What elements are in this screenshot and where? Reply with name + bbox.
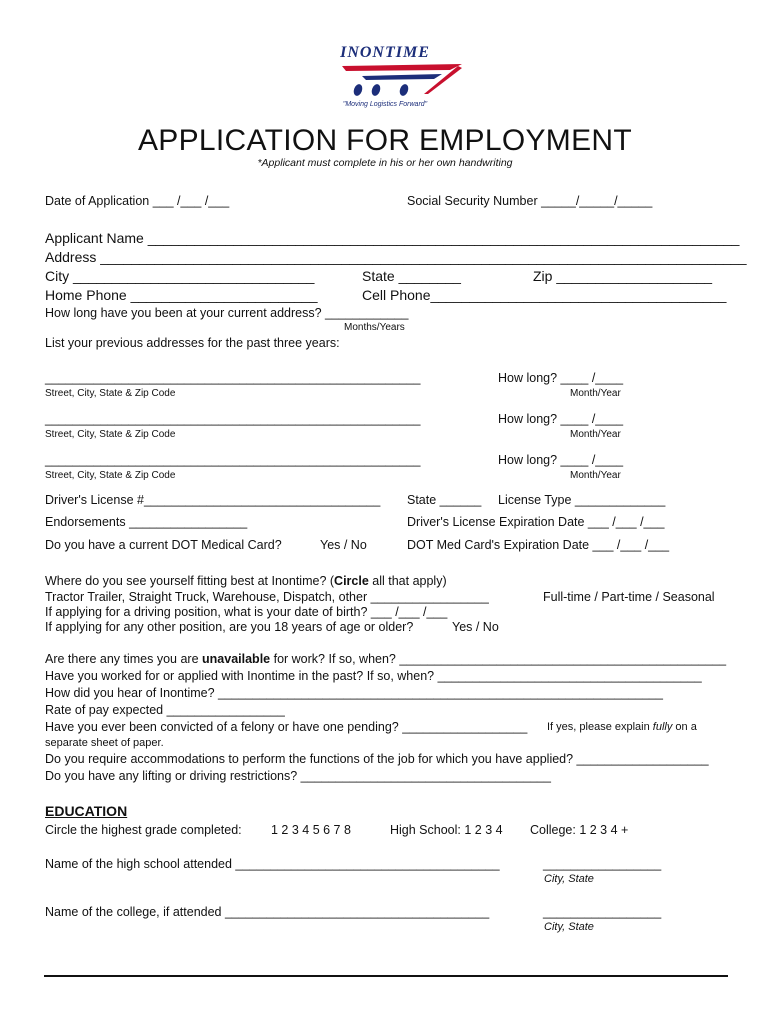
previous-address-line[interactable]: ______________________________________________________: [45, 453, 421, 467]
city-field[interactable]: City _______________________________: [45, 268, 315, 284]
truck-logo-icon: [338, 60, 466, 102]
city-state-hint: City, State: [544, 873, 594, 885]
high-school-options[interactable]: High School: 1 2 3 4: [390, 823, 503, 837]
date-of-application-field[interactable]: Date of Application ___ /___ /___: [45, 194, 230, 208]
age-question: If applying for any other position, are you 18 years of age or older?: [45, 620, 414, 634]
license-expiration-field[interactable]: Driver's License Expiration Date ___ /___ /___: [407, 515, 665, 529]
high-school-name-field[interactable]: Name of the high school attended ______________________________________: [45, 857, 500, 871]
felony-note: If yes, please explain fully on a: [547, 721, 697, 733]
cell-phone-field[interactable]: Cell Phone______________________________________: [362, 287, 727, 303]
city-state-hint: City, State: [544, 921, 594, 933]
zip-field[interactable]: Zip ____________________: [533, 268, 713, 284]
high-school-city-field[interactable]: _________________: [543, 857, 662, 871]
rate-of-pay-field[interactable]: Rate of pay expected _________________: [45, 703, 285, 717]
grade-options[interactable]: 1 2 3 4 5 6 7 8: [271, 823, 351, 837]
felony-field[interactable]: Have you ever been convicted of a felony or have one pending? __________________: [45, 720, 528, 734]
age-yes-no[interactable]: Yes / No: [452, 620, 499, 634]
endorsements-field[interactable]: Endorsements _________________: [45, 515, 248, 529]
dot-card-question: Do you have a current DOT Medical Card?: [45, 538, 282, 552]
college-options[interactable]: College: 1 2 3 4 +: [530, 823, 629, 837]
license-type-field[interactable]: License Type _____________: [498, 493, 666, 507]
month-year-hint: Month/Year: [570, 388, 621, 399]
month-year-hint: Month/Year: [570, 429, 621, 440]
page-title: APPLICATION FOR EMPLOYMENT: [138, 124, 632, 157]
previous-address-duration[interactable]: How long? ____ /____: [498, 412, 624, 426]
previous-address-line[interactable]: ______________________________________________________: [45, 412, 421, 426]
months-years-hint: Months/Years: [344, 322, 405, 333]
month-year-hint: Month/Year: [570, 470, 621, 481]
previous-address-hint: Street, City, State & Zip Code: [45, 429, 176, 440]
education-heading: EDUCATION: [45, 803, 128, 819]
logo-name: INONTIME: [340, 44, 430, 61]
home-phone-field[interactable]: Home Phone ________________________: [45, 287, 318, 303]
college-city-field[interactable]: _________________: [543, 905, 662, 919]
ssn-field[interactable]: Social Security Number _____/_____/_____: [407, 194, 653, 208]
license-state-field[interactable]: State ______: [407, 493, 482, 507]
previous-addresses-heading: List your previous addresses for the past three years:: [45, 336, 340, 350]
page-subtitle: *Applicant must complete in his or her own handwriting: [257, 157, 513, 169]
previous-address-hint: Street, City, State & Zip Code: [45, 388, 176, 399]
felony-note-line2: separate sheet of paper.: [45, 737, 164, 749]
unavailable-field[interactable]: Are there any times you are unavailable for work? If so, when? _______________________________________________: [45, 652, 727, 666]
college-name-field[interactable]: Name of the college, if attended ______________________________________: [45, 905, 490, 919]
logo-tagline: "Moving Logistics Forward": [342, 101, 428, 108]
dot-card-yes-no[interactable]: Yes / No: [320, 538, 367, 552]
worked-before-field[interactable]: Have you worked for or applied with Inontime in the past? If so, when? ______________________________________: [45, 669, 702, 683]
previous-address-duration[interactable]: How long? ____ /____: [498, 371, 624, 385]
previous-address-duration[interactable]: How long? ____ /____: [498, 453, 624, 467]
grade-label: Circle the highest grade completed:: [45, 823, 242, 837]
applicant-name-field[interactable]: Applicant Name ____________________________________________________________________________: [45, 230, 740, 246]
address-field[interactable]: Address ___________________________________________________________________________________: [45, 249, 747, 265]
state-field[interactable]: State ________: [362, 268, 461, 284]
bottom-divider: [44, 975, 728, 977]
hear-of-field[interactable]: How did you hear of Inontime? ________________________________________________________________: [45, 686, 663, 700]
position-fit-question: Where do you see yourself fitting best at Inontime? (Circle all that apply): [45, 574, 447, 588]
previous-address-hint: Street, City, State & Zip Code: [45, 470, 176, 481]
previous-address-line[interactable]: ______________________________________________________: [45, 371, 421, 385]
schedule-options[interactable]: Full-time / Part-time / Seasonal: [543, 590, 715, 604]
drivers-license-field[interactable]: Driver's License #__________________________________: [45, 493, 381, 507]
current-address-duration-field[interactable]: How long have you been at your current address? ____________: [45, 306, 409, 320]
restrictions-field[interactable]: Do you have any lifting or driving restrictions? ____________________________________: [45, 769, 551, 783]
position-types-field[interactable]: Tractor Trailer, Straight Truck, Warehouse, Dispatch, other _________________: [45, 590, 489, 604]
dot-expiration-field[interactable]: DOT Med Card's Expiration Date ___ /___ /___: [407, 538, 670, 552]
accommodations-field[interactable]: Do you require accommodations to perform the functions of the job for which you have applied? ___________________: [45, 752, 709, 766]
date-of-birth-field[interactable]: If applying for a driving position, what is your date of birth? ___ /___ /___: [45, 605, 448, 619]
